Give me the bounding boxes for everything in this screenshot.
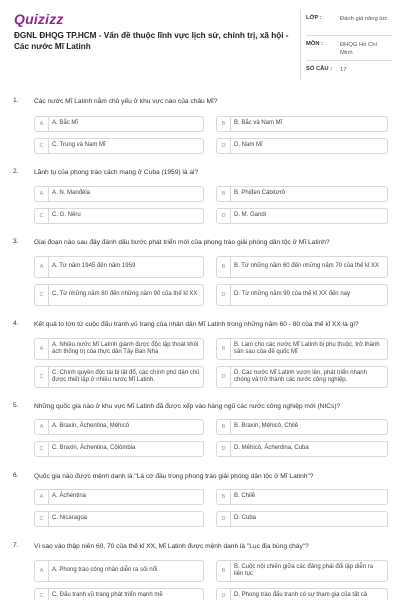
option-letter: C <box>35 209 49 223</box>
option-letter: C <box>35 367 49 387</box>
option-letter: D <box>217 589 231 600</box>
meta-subject-value: ĐHQG Hồ Chí Minh <box>340 42 378 56</box>
header-divider <box>300 10 301 80</box>
option-text: B. Cuộc nội chiến giữa các đảng phái đối lập diễn ra liên tục <box>234 563 374 577</box>
option-text: C. Nicaragoa <box>52 515 88 522</box>
option-letter: C <box>35 285 49 305</box>
option-letter: A <box>35 117 49 131</box>
option-a[interactable] <box>34 116 204 132</box>
option-text: D. M. Gandi <box>234 212 267 219</box>
option-text: D. Các nước Mĩ Latinh vươn lên, phát triển nhanh chóng và trở thành các nước công nghiệp. <box>234 369 367 383</box>
option-letter: A <box>35 187 49 201</box>
meta-subject-label: MÔN : <box>306 41 324 47</box>
option-d[interactable] <box>216 208 388 224</box>
question-text: Những quốc gia nào ở khu vực Mĩ Latinh đã được xếp vào hàng ngũ các nước công nghiệp mới (NICs)? <box>34 403 341 410</box>
option-b[interactable] <box>216 338 388 360</box>
option-letter: B <box>217 257 231 277</box>
option-letter: B <box>217 187 231 201</box>
option-letter: C <box>35 442 49 456</box>
question-text: Kết quả to lớn từ cuộc đấu tranh vũ trang của nhân dân Mĩ Latinh trong những năm 60 - 80 của thế kỉ XX là gì? <box>34 321 359 328</box>
option-letter: B <box>217 490 231 504</box>
option-letter: C <box>35 589 49 600</box>
option-letter: B <box>217 420 231 434</box>
option-letter: A <box>35 490 49 504</box>
option-text: B. Braxin, Mêhicô, Chilê <box>234 423 299 430</box>
option-letter: D <box>217 367 231 387</box>
option-d[interactable] <box>216 588 388 600</box>
option-a[interactable] <box>34 489 204 505</box>
worksheet-title: ĐGNL ĐHQG TP.HCM - Vấn đề thuộc lĩnh vực lịch sử, chính trị, xã hội - Các nước Mĩ Latinh <box>14 31 289 51</box>
option-c[interactable] <box>34 138 204 154</box>
option-b[interactable] <box>216 419 388 435</box>
question-number: 7. <box>13 542 19 549</box>
option-d[interactable] <box>216 138 388 154</box>
option-text: C. Braxin, Áchentina, Côlômbia <box>52 445 136 452</box>
quizizz-logo: Quizizz <box>14 11 64 27</box>
option-c[interactable] <box>34 366 204 388</box>
option-d[interactable] <box>216 366 388 388</box>
option-b[interactable] <box>216 116 388 132</box>
worksheet-header <box>0 0 400 84</box>
option-text: A. Bắc Mĩ <box>52 120 79 127</box>
option-c[interactable] <box>34 511 204 527</box>
option-c[interactable] <box>34 208 204 224</box>
option-letter: D <box>217 512 231 526</box>
option-letter: C <box>35 139 49 153</box>
option-a[interactable] <box>34 419 204 435</box>
question-number: 3. <box>13 238 19 245</box>
option-c[interactable] <box>34 588 204 600</box>
option-letter: A <box>35 561 49 581</box>
option-d[interactable] <box>216 284 388 306</box>
option-b[interactable] <box>216 489 388 505</box>
option-letter: A <box>35 339 49 359</box>
option-text: B. Làm cho các nước Mĩ Latinh bị phụ thuộc, trở thành sân sau của đế quốc Mĩ <box>234 341 380 355</box>
option-text: A. Từ năm 1945 đến năm 1959 <box>52 263 136 270</box>
question-text: Quốc gia nào được mệnh danh là "Lá cờ đầu trong phong trào giải phóng dân tộc ở Mĩ Latinh"? <box>34 473 314 480</box>
option-letter: A <box>35 257 49 277</box>
option-b[interactable] <box>216 256 388 278</box>
option-c[interactable] <box>34 441 204 457</box>
option-text: D. Phong trào đấu tranh có sự tham gia của tất cả <box>234 592 368 599</box>
meta-separator <box>306 35 392 36</box>
option-d[interactable] <box>216 511 388 527</box>
question-text: Lãnh tụ của phong trào cách mạng ở Cuba (1959) là ai? <box>34 169 199 176</box>
option-b[interactable] <box>216 186 388 202</box>
option-text: A. Phong trào công nhân diễn ra sôi nổi <box>52 567 158 574</box>
option-text: D. Từ những năm 90 của thế kỉ XX đến nay <box>234 291 350 298</box>
option-letter: D <box>217 442 231 456</box>
option-b[interactable] <box>216 560 388 582</box>
option-letter: A <box>35 420 49 434</box>
option-a[interactable] <box>34 256 204 278</box>
option-letter: D <box>217 139 231 153</box>
option-text: B. Từ những năm 60 đến những năm 70 của thế kỉ XX <box>234 263 380 270</box>
question-text: Giai đoạn nào sau đây đánh dấu bước phát triển mới của phong trào giải phóng dân tộc ở Mĩ Latinh? <box>34 239 330 246</box>
option-letter: B <box>217 561 231 581</box>
option-text: D. Nam Mĩ <box>234 142 263 149</box>
option-letter: B <box>217 117 231 131</box>
meta-count-value: 17 <box>340 67 347 73</box>
option-text: D. Cuba <box>234 515 257 522</box>
question-text: Các nước Mĩ Latinh nằm chủ yếu ở khu vực nào của châu Mĩ? <box>34 98 218 105</box>
option-text: A. N. Manđêla <box>52 190 91 197</box>
meta-class-label: LỚP : <box>306 15 322 21</box>
question-number: 5. <box>13 402 19 409</box>
question-text: Vì sao vào thập niên 60, 70 của thế kỉ XX, Mĩ Latinh được mệnh danh là "Lục địa bùng cháy"? <box>34 543 309 550</box>
option-c[interactable] <box>34 284 204 306</box>
option-a[interactable] <box>34 560 204 582</box>
question-number: 2. <box>13 168 19 175</box>
question-number: 6. <box>13 472 19 479</box>
option-letter: C <box>35 512 49 526</box>
option-text: A. Áchentina <box>52 493 87 500</box>
option-text: A. Nhiều nước Mĩ Latinh giành được độc lập thoát khỏi ách thống trị của thực dân Tây Ban Nha <box>52 341 199 355</box>
meta-separator <box>306 60 392 61</box>
option-letter: D <box>217 209 231 223</box>
option-text: C. G. Nêru <box>52 212 81 219</box>
option-text: C. Đấu tranh vũ trang phát triển mạnh mẽ <box>52 592 163 599</box>
option-text: C. Từ những năm 80 đến những năm 90 của thế kỉ XX <box>52 291 198 298</box>
question-number: 4. <box>13 320 19 327</box>
option-a[interactable] <box>34 186 204 202</box>
option-text: B. Chilê <box>234 493 256 500</box>
option-text: D. Mêhicô, Áchentina, Cuba <box>234 445 309 452</box>
option-a[interactable] <box>34 338 204 360</box>
option-text: B. Bắc và Nam Mĩ <box>234 120 283 127</box>
question-number: 1. <box>13 97 19 104</box>
meta-count-label: SỐ CÂU : <box>306 66 333 72</box>
option-text: C. Chính quyền độc tài bị lật đổ, các chính phủ dân chủ được thiết lập ở nhiều nước Mĩ Latinh. <box>52 369 200 383</box>
option-text: B. Phiđen Cátxtơrô <box>234 190 285 197</box>
option-text: C. Trung và Nam Mĩ <box>52 142 106 149</box>
option-letter: D <box>217 285 231 305</box>
option-d[interactable] <box>216 441 388 457</box>
option-letter: B <box>217 339 231 359</box>
option-text: A. Braxin, Áchentina, Mêhicô <box>52 423 130 430</box>
meta-class-value: Đánh giá năng lực <box>340 16 388 22</box>
